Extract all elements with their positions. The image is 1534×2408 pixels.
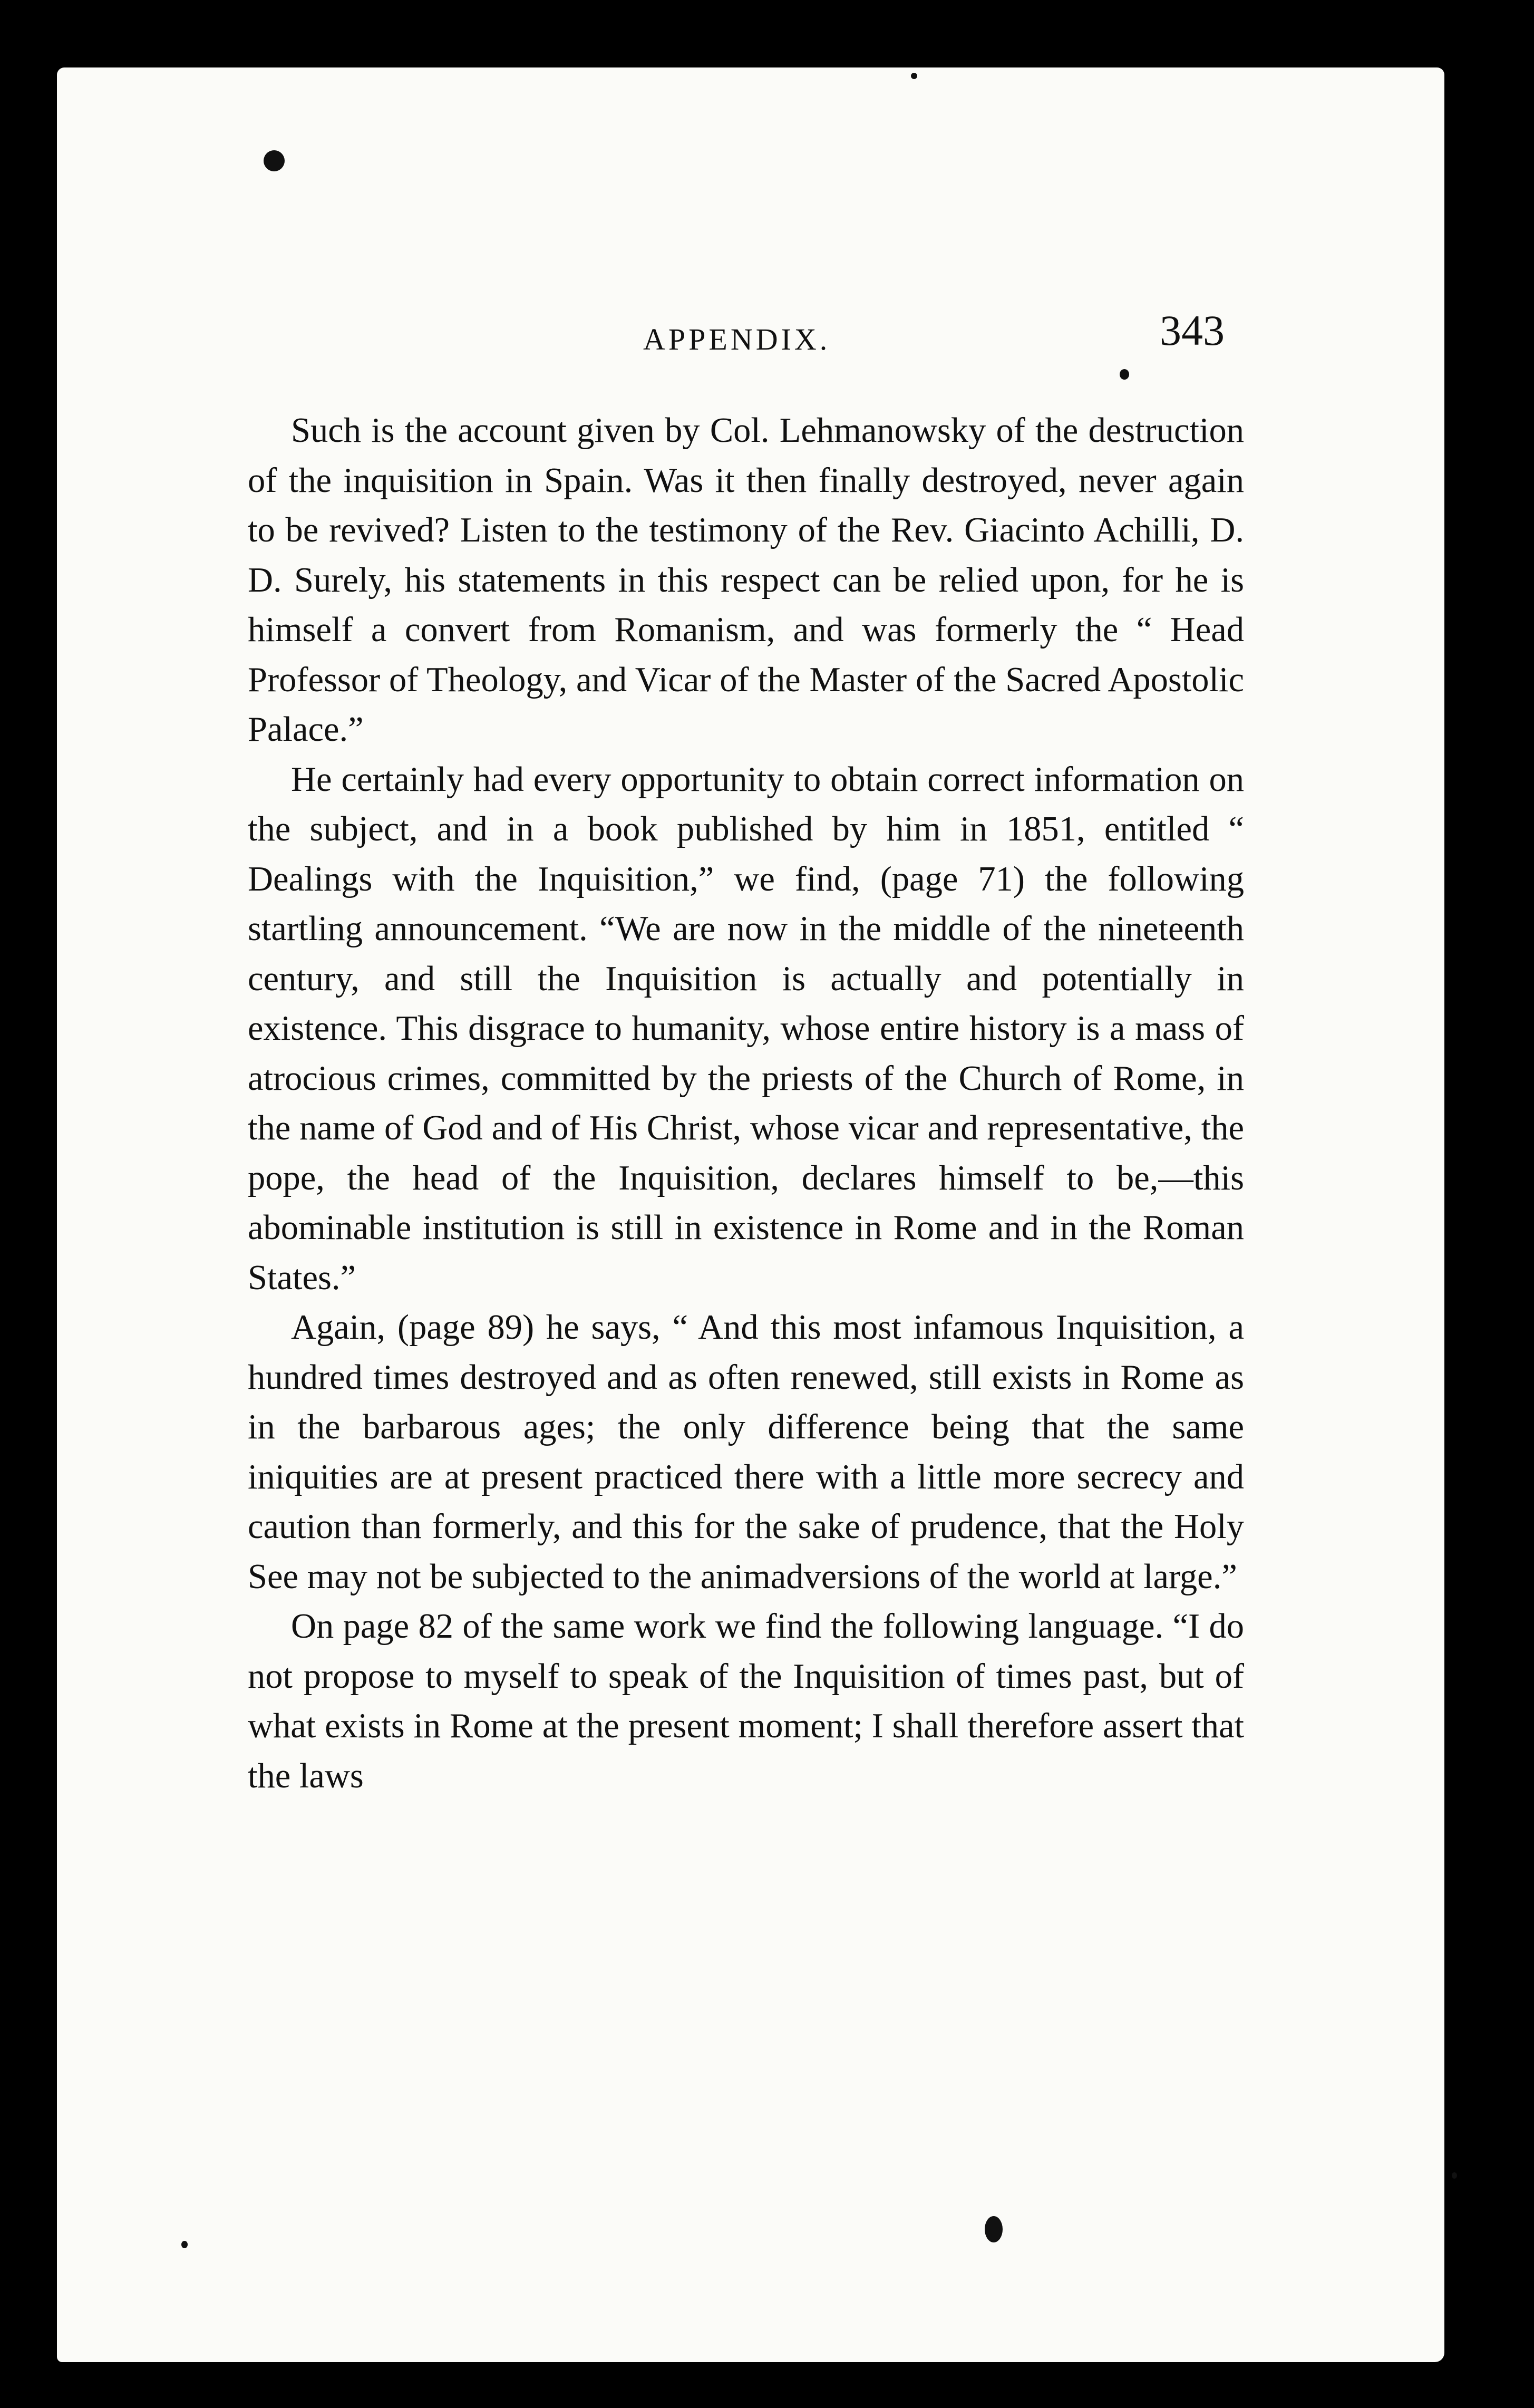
paragraph: On page 82 of the same work we find the following language. “I do not propose to myself to speak of the Inquisition of times past, but of what exists in Rome at the present moment; I shall therefore assert that the laws [248,1607,1244,1795]
page-number: 343 [1160,306,1225,354]
body-text [248,406,1244,1801]
ink-speck [985,2216,1003,2242]
paragraph: He certainly had every opportunity to obtain correct information on the subject, and in a book published by him in 1851, entitled “ Dealings with the Inquisition,” we find, (page 71) the following startling announcement. “We are now in the middle of the nineteenth century, and still the Inquisition is actually and potentially in existence. This disgrace to humanity, whose entire history is a mass of atrocious crimes, committed by the priests of the Church of Rome, in the name of God and of His Christ, whose vicar and representative, the pope, the head of the Inquisition, declares himself to be,—this abominable institution is still in existence in Rome and in the Roman States.” [248,760,1244,1297]
ink-speck [1452,2172,1457,2179]
paragraph: Such is the account given by Col. Lehmanowsky of the destruction of the inquisition in Spain. Was it then finally destroyed, never again to be revived? Listen to the testimony of the Rev. Giacinto Achilli, D. D. Surely, his statements in this respect can be relied upon, for he is himself a convert from Romanism, and was formerly the “ Head Professor of Theology, and Vicar of the Master of the Sacred Apostolic Palace.” [248,411,1244,749]
running-head [0,253,1534,356]
ink-speck [181,2241,188,2248]
ink-speck [911,73,917,79]
ink-speck [1120,369,1129,380]
ink-speck [264,150,285,171]
paragraph: Again, (page 89) he says, “ And this most infamous Inquisition, a hundred times destroyed and as often renewed, still exists in Rome as in the barbarous ages; the only difference being that the same iniquities are at present practiced there with a little more secrecy and caution than formerly, and this for the sake of prudence, that the Holy See may not be subjected to the animadversions of the world at large.” [248,1308,1244,1596]
running-head-title: APPENDIX. [643,322,831,356]
